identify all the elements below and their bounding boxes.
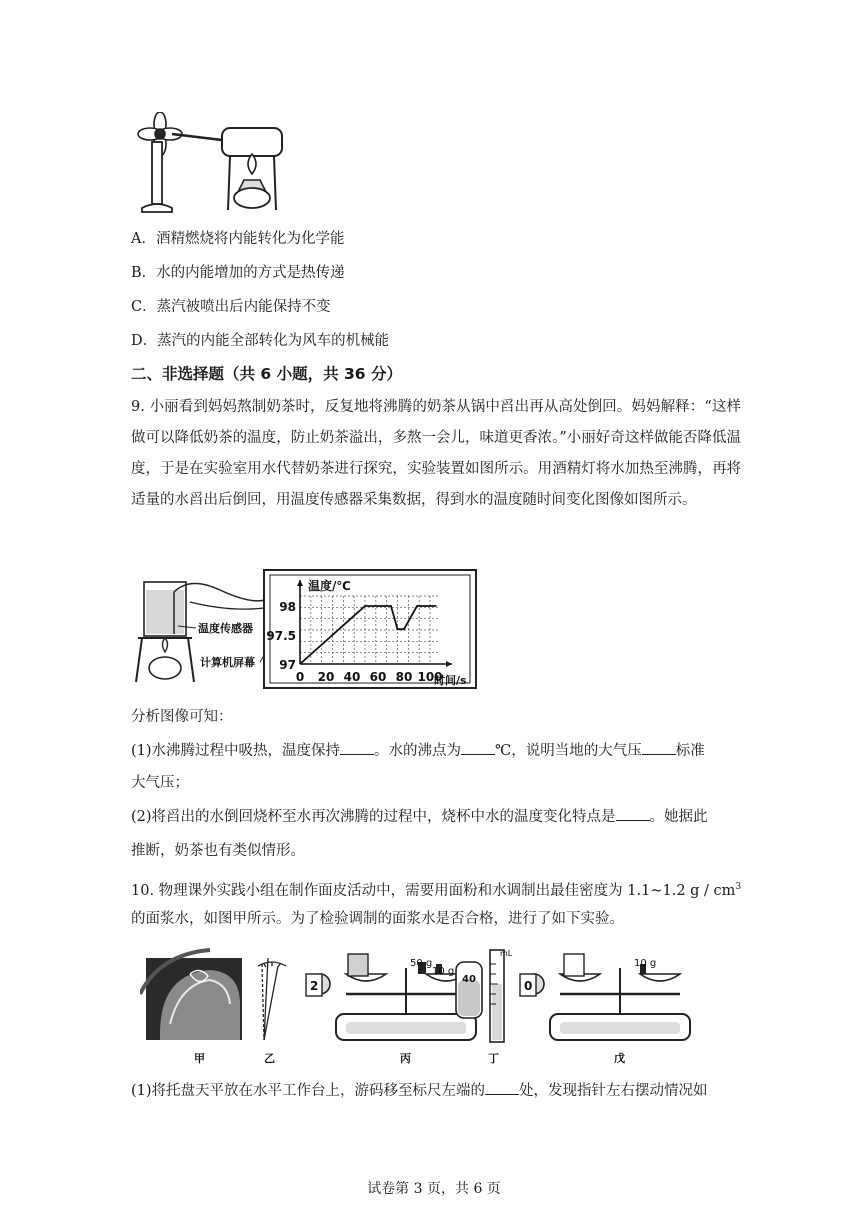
series-line bbox=[300, 606, 437, 664]
weight-label-50g: 50 g bbox=[410, 958, 433, 969]
y-tick-label: 97 bbox=[279, 658, 296, 672]
x-axis-arrow-icon bbox=[446, 661, 452, 667]
q9-part2-text-a: (2)将舀出的水倒回烧杯至水再次沸腾的过程中，烧杯中水的温度变化特点是 bbox=[131, 809, 616, 825]
q10-intro-line1 bbox=[131, 876, 741, 902]
rider-reading-bing: 2 bbox=[310, 979, 319, 993]
q9-analysis-label: 分析图像可知： bbox=[131, 709, 233, 725]
answer-blank[interactable] bbox=[485, 1080, 519, 1095]
steam-windmill-figure bbox=[130, 112, 290, 216]
q9-part1-text-a: (1)水沸腾过程中吸热，温度保持 bbox=[131, 743, 341, 759]
q10-part1 bbox=[131, 1080, 708, 1102]
answer-blank[interactable] bbox=[616, 806, 650, 821]
q10-figure-row bbox=[140, 944, 700, 1068]
x-tick-label: 20 bbox=[317, 670, 335, 684]
pointer-swing-diagram bbox=[258, 958, 286, 1040]
q9-part1-text-c: ℃，说明当地的大气压 bbox=[495, 743, 642, 759]
answer-blank[interactable] bbox=[340, 740, 374, 755]
answer-blank[interactable] bbox=[461, 740, 495, 755]
y-tick-label: 98 bbox=[279, 600, 296, 614]
weight-label-wu: 10 g bbox=[634, 958, 657, 969]
figure-label-jia: 甲 bbox=[194, 1052, 205, 1065]
q8-option-d: D．蒸汽的内能全部转化为风车的机械能 bbox=[131, 333, 390, 349]
q8-option-c: C．蒸汽被喷出后内能保持不变 bbox=[131, 299, 331, 315]
q8-option-b: B．水的内能增加的方式是热传递 bbox=[131, 265, 345, 281]
section-heading: 二、非选择题（共 6 小题，共 36 分） bbox=[131, 365, 402, 383]
page-footer: 试卷第 3 页，共 6 页 bbox=[367, 1181, 501, 1197]
answer-blank[interactable] bbox=[642, 740, 676, 755]
y-tick-label: 97.5 bbox=[266, 629, 296, 643]
x-axis-label: 时间/s bbox=[434, 674, 467, 687]
temperature-time-chart bbox=[264, 568, 480, 692]
figure-label-ding: 丁 bbox=[488, 1052, 499, 1065]
q9-part2-cont: 推断，奶茶也有类似情形。 bbox=[131, 843, 305, 859]
weight-label-10g: 10 g bbox=[432, 966, 455, 977]
chart-axes bbox=[297, 580, 452, 667]
chart-y-ticks bbox=[266, 600, 296, 672]
batter-photo bbox=[140, 950, 242, 1040]
screen-label: 计算机屏幕 bbox=[200, 656, 255, 669]
q10-intro-text: 10. 物理课外实践小组在制作面皮活动中，需要用面粉和水调制出最佳密度为 1.1~1.2 g / cm bbox=[131, 882, 736, 899]
x-tick-label: 80 bbox=[395, 670, 413, 684]
figure-label-wu: 戊 bbox=[614, 1052, 625, 1065]
sensor-label: 温度传感器 bbox=[198, 622, 253, 635]
q9-part1-text-b: 。水的沸点为 bbox=[374, 743, 462, 759]
chart-series bbox=[300, 606, 437, 664]
x-tick-label: 60 bbox=[369, 670, 387, 684]
y-axis-label: 温度/℃ bbox=[308, 579, 351, 593]
cylinder-unit: mL bbox=[500, 949, 513, 958]
q9-part2 bbox=[131, 806, 708, 828]
q10-part1-text-b: 处，发现指针左右摆动情况如 bbox=[519, 1083, 708, 1099]
q9-intro: 9. 小丽看到妈妈熬制奶茶时，反复地将沸腾的奶茶从锅中舀出再从高处倒回。妈妈解释：“这样做可以降低奶茶的温度，防止奶茶溢出，多熬一会儿，味道更香浓。”小丽好奇这样做能否降低温度，于是在实验室用水代替奶茶进行探究，实验装置如图所示。用酒精灯将水加热至沸腾，再将适量的水舀出后倒回，用温度传感器采集数据，得到水的温度随时间变化图像如图所示。 bbox=[131, 399, 741, 508]
q10-intro-sup: 3 bbox=[735, 882, 742, 892]
q9-part1-text-d: 标准 bbox=[675, 743, 705, 759]
balance-scale-wu bbox=[520, 954, 690, 1040]
x-tick-label: 40 bbox=[343, 670, 361, 684]
y-axis-arrow-icon bbox=[297, 580, 303, 586]
q9-part2-text-b: 。她据此 bbox=[649, 809, 708, 825]
rider-reading-wu: 0 bbox=[524, 979, 533, 993]
q10-intro-line2: 的面浆水，如图甲所示。为了检验调制的面浆水是否合格，进行了如下实验。 bbox=[131, 911, 624, 927]
x-tick-label: 100 bbox=[417, 670, 443, 684]
x-tick-label: 0 bbox=[295, 670, 305, 684]
q9-part1-cont: 大气压； bbox=[131, 775, 189, 791]
q8-option-a: A．酒精燃烧将内能转化为化学能 bbox=[131, 231, 345, 247]
cylinder-reading: 40 bbox=[462, 974, 476, 985]
beaker-icon bbox=[144, 582, 186, 636]
q9-part1 bbox=[131, 740, 705, 762]
q10-part1-text: (1)将托盘天平放在水平工作台上，游码移至标尺左端的 bbox=[131, 1083, 486, 1099]
chart-x-ticks bbox=[296, 670, 443, 684]
figure-label-bing: 丙 bbox=[400, 1052, 411, 1065]
figure-label-yi: 乙 bbox=[264, 1052, 275, 1065]
